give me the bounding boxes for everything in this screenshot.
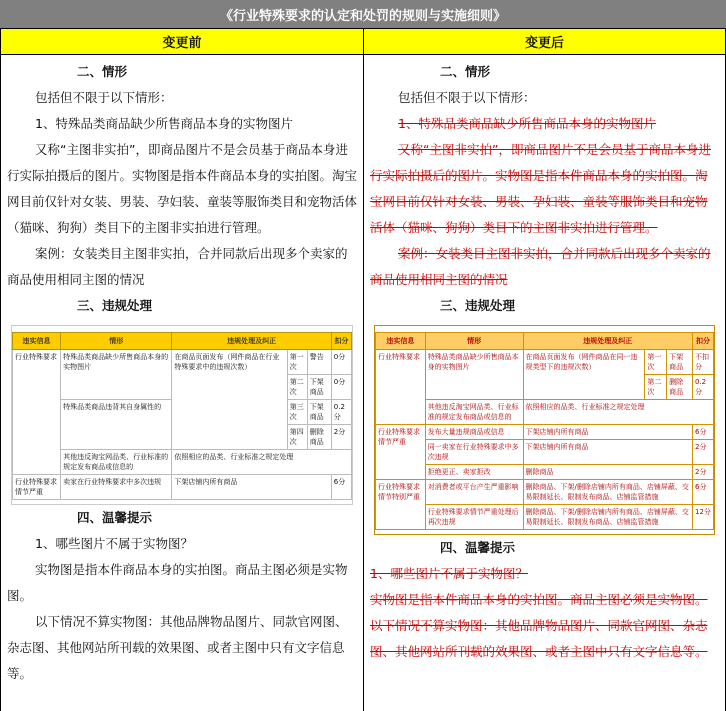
situation-intro: 包括但不限于以下情形： — [398, 90, 536, 105]
table-cell: 下架商品 — [667, 350, 693, 375]
table-cell: 下架店铺内所有商品 — [523, 440, 692, 465]
table-cell: 第二次 — [287, 375, 307, 400]
table-row — [376, 400, 714, 425]
section-tips-heading: 四、温馨提示 — [77, 510, 153, 525]
table-header-handling: 违规处理及纠正 — [172, 333, 331, 350]
table-cell: 2分 — [693, 465, 714, 480]
table-cell: 删除商品 — [523, 465, 692, 480]
table-header-handling: 违规处理及纠正 — [523, 333, 692, 350]
after-header: 变更后 — [364, 28, 725, 55]
table-cell: 0.2分 — [693, 375, 714, 400]
section-penalty-heading: 三、违规处理 — [440, 298, 516, 313]
tips-question-1-deleted: 1、哪些图片不属于实物图？ — [370, 566, 528, 581]
table-cell: 行业特殊要求情节严重处理后再次违规 — [425, 505, 523, 530]
table-cell: 6分 — [331, 475, 351, 500]
situation-item-1: 1、特殊品类商品缺少所售商品本身的实物图片 — [35, 116, 293, 131]
table-cell: 下架商品 — [307, 400, 331, 425]
table-cell: 删除商品 — [307, 425, 331, 450]
table-header-info: 违实信息 — [13, 333, 61, 350]
section-penalty-heading: 三、违规处理 — [77, 298, 153, 313]
table-row — [13, 475, 352, 500]
table-row — [376, 465, 714, 480]
table-row — [376, 480, 714, 505]
table-cell: 依照相应的品类、行业标准之规定处理 — [523, 400, 713, 425]
table-cell: 不扣分 — [693, 350, 714, 375]
table-cell: 下架店铺内所有商品 — [172, 475, 331, 500]
table-cell: 其他违反淘宝网品类、行业标准的规定发布商品或信息的 — [61, 450, 172, 475]
before-header: 变更前 — [1, 28, 363, 55]
table-cell: 删除商品、下架/删除店铺内所有商品、店铺屏蔽、交易限制延长、限制发布商品、店铺监管措施 — [523, 480, 692, 505]
table-cell: 在商品页面发布（网件商品在同一违规类型下的违规次数） — [523, 350, 645, 400]
table-header-info: 违实信息 — [376, 333, 426, 350]
table-cell: 警告 — [307, 350, 331, 375]
table-cell: 0分 — [331, 350, 351, 375]
table-cell: 删除商品 — [667, 375, 693, 400]
situation-item-1-deleted: 1、特殊品类商品缺少所售商品本身的实物图片 — [398, 116, 656, 131]
tips-answer-2: 以下情况不算实物图：其他品牌物品图片、同款官网图、杂志图、其他网站所刊载的效果图、或者主图中只有文字信息等。 — [7, 614, 348, 681]
table-cell: 依照相应的品类、行业标准之规定处理 — [172, 450, 352, 475]
table-cell: 特殊品类商品违背其自身属性的 — [61, 400, 172, 450]
table-header-points: 扣分 — [331, 333, 351, 350]
table-cell: 对消费者或平台产生严重影响 — [425, 480, 523, 505]
table-cell: 删除商品、下架/删除店铺内所有商品、店铺屏蔽、交易限制延长、限制发布商品、店铺监管措施 — [523, 505, 692, 530]
table-cell: 2分 — [331, 425, 351, 450]
before-column — [0, 28, 364, 711]
tips-answer-2-deleted: 以下情况不算实物图：其他品牌物品图片、同款官网图、杂志图、其他网站所刊载的效果图、或者主图中只有文字信息等。 — [370, 618, 708, 659]
table-cell: 拒绝更正、卖家拒改 — [425, 465, 523, 480]
table-cell: 同一卖家在行业特殊要求中多次违规 — [425, 440, 523, 465]
table-header-situation: 情形 — [61, 333, 172, 350]
table-cell: 行业特殊要求情节严重 — [13, 475, 61, 500]
after-penalty-table — [375, 332, 714, 530]
tips-question-1: 1、哪些图片不属于实物图？ — [35, 536, 193, 551]
table-cell: 6分 — [693, 425, 714, 440]
table-cell: 行业特殊要求情节严重 — [376, 425, 426, 480]
section-tips-heading: 四、温馨提示 — [440, 540, 516, 555]
before-penalty-table — [12, 332, 352, 500]
tips-answer-1: 实物图是指本件商品本身的实拍图。商品主图必须是实物图。 — [7, 562, 348, 603]
table-cell: 12分 — [693, 505, 714, 530]
after-penalty-table-wrap — [374, 325, 715, 535]
situation-intro: 包括但不限于以下情形： — [35, 90, 173, 105]
table-cell: 发布大量违规商品或信息 — [425, 425, 523, 440]
section-situation-heading: 二、情形 — [77, 64, 128, 79]
document-title: 《行业特殊要求的认定和处罚的规则与实施细则》 — [0, 0, 726, 28]
table-cell: 第二次 — [645, 375, 667, 400]
before-body — [1, 55, 363, 687]
table-cell: 在商品页面发布（网件商品在行业特殊要求中的违规次数） — [172, 350, 287, 450]
table-cell: 卖家在行业特殊要求中多次违规 — [61, 475, 172, 500]
table-cell: 特殊品类商品缺少所售商品本身的实物图片 — [61, 350, 172, 400]
table-header-situation: 情形 — [425, 333, 523, 350]
after-column — [363, 28, 726, 711]
after-body — [364, 55, 725, 665]
table-cell: 第三次 — [287, 400, 307, 425]
case-text-deleted: 案例：女装类目主图非实拍，合并同款后出现多个卖家的商品使用相同主图的情况 — [370, 246, 711, 287]
table-row — [376, 425, 714, 440]
table-cell: 0.2分 — [331, 400, 351, 425]
table-header-points: 扣分 — [693, 333, 714, 350]
table-cell: 6分 — [693, 480, 714, 505]
case-text: 案例：女装类目主图非实拍，合并同款后出现多个卖家的商品使用相同主图的情况 — [7, 246, 348, 287]
before-penalty-table-wrap — [11, 325, 353, 505]
table-cell: 行业特殊要求 — [13, 350, 61, 475]
situation-paragraph: 又称“主图非实拍”，即商品图片不是会员基于商品本身进行实际拍摄后的图片。实物图是指本件商品本身的实拍图。淘宝网目前仅针对女装、男装、孕妇装、童装等服饰类目和宠物活体（猫咪、狗狗）类目下的主图非实拍进行管理。 — [7, 142, 358, 235]
table-row — [376, 350, 714, 375]
table-cell: 特殊品类商品缺少所售商品本身的实物图片 — [425, 350, 523, 400]
section-situation-heading: 二、情形 — [440, 64, 491, 79]
table-cell: 第四次 — [287, 425, 307, 450]
table-cell: 行业特殊要求 — [376, 350, 426, 425]
table-cell: 下架商品 — [307, 375, 331, 400]
table-cell: 第一次 — [287, 350, 307, 375]
table-cell: 2分 — [693, 440, 714, 465]
table-row — [13, 450, 352, 475]
table-row — [13, 350, 352, 375]
table-row — [376, 505, 714, 530]
tips-answer-1-deleted: 实物图是指本件商品本身的实拍图。商品主图必须是实物图。 — [370, 592, 708, 607]
table-cell: 第一次 — [645, 350, 667, 375]
table-cell: 下架店铺内所有商品 — [523, 425, 692, 440]
table-row — [376, 440, 714, 465]
table-cell: 行业特殊要求情节特别严重 — [376, 480, 426, 530]
table-cell: 0分 — [331, 375, 351, 400]
table-cell: 其他违反淘宝网品类、行业标准的规定发布商品或信息的 — [425, 400, 523, 425]
situation-paragraph-deleted: 又称“主图非实拍”，即商品图片不是会员基于商品本身进行实际拍摄后的图片。实物图是指本件商品本身的实拍图。淘宝网目前仅针对女装、男装、孕妇装、童装等服饰类目和宠物活体（猫咪、狗狗）类目下的主图非实拍进行管理。 — [370, 142, 711, 235]
